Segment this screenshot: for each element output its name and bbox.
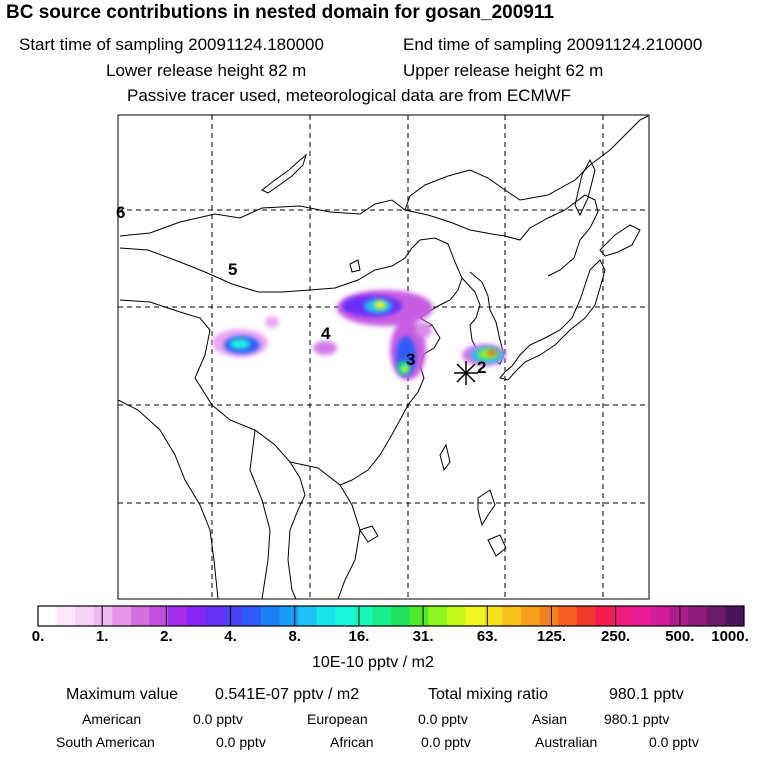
- region-value-australian: 0.0 pptv: [649, 734, 699, 750]
- region-value-south-american: 0.0 pptv: [216, 734, 266, 750]
- map-frame: [118, 115, 649, 599]
- colorbar-swatch: [521, 606, 540, 626]
- colorbar-tick-label: 125.: [536, 628, 567, 645]
- colorbar-swatch: [391, 606, 410, 626]
- colorbar-swatch: [131, 606, 150, 626]
- colorbar-swatch: [651, 606, 670, 626]
- tracer-info-label: Passive tracer used, meteorological data are from ECMWF: [127, 86, 572, 105]
- max-value-label: Maximum value: [66, 686, 179, 703]
- colorbar-swatch: [354, 606, 373, 626]
- upper-release-label: Upper release height 62 m: [403, 61, 604, 80]
- total-mixing-value: 980.1 pptv: [609, 686, 684, 703]
- colorbar-swatch: [428, 606, 447, 626]
- colorbar-swatch: [335, 606, 354, 626]
- colorbar-unit-label: 10E-10 pptv / m2: [312, 654, 434, 671]
- star-icon: [454, 361, 478, 385]
- colorbar-swatch: [261, 606, 280, 626]
- colorbar-swatch: [75, 606, 94, 626]
- lower-release-label: Lower release height 82 m: [106, 61, 307, 80]
- colorbar-tick-label: 1000.: [711, 628, 749, 645]
- colorbar-swatch: [670, 606, 689, 626]
- colorbar-tick-label: 0.: [31, 628, 45, 645]
- colorbar-swatch: [688, 606, 707, 626]
- colorbar-swatch: [540, 606, 559, 626]
- source-label-4: 4: [321, 324, 331, 343]
- colorbar-swatch: [224, 606, 243, 626]
- colorbar-swatch: [372, 606, 391, 626]
- colorbar-swatch: [57, 606, 76, 626]
- region-name-south-american: South American: [56, 734, 155, 750]
- colorbar-tick-label: 500.: [665, 628, 695, 645]
- region-value-asian: 980.1 pptv: [604, 711, 670, 727]
- colorbar-tick-label: 8.: [288, 628, 301, 645]
- region-name-american: American: [82, 711, 142, 727]
- region-value-american: 0.0 pptv: [193, 711, 243, 727]
- region-value-european: 0.0 pptv: [418, 711, 468, 727]
- colorbar-tick-label: 4.: [224, 628, 237, 645]
- max-value: 0.541E-07 pptv / m2: [215, 686, 360, 703]
- colorbar-swatch: [168, 606, 187, 626]
- colorbar-swatch: [633, 606, 652, 626]
- end-time-label: End time of sampling 20091124.210000: [403, 35, 703, 54]
- colorbar-tick-label: 63.: [476, 628, 498, 645]
- colorbar-tick-label: 31.: [412, 628, 434, 645]
- colorbar-swatch: [558, 606, 577, 626]
- colorbar-tick-label: 1.: [95, 628, 109, 645]
- start-time-label: Start time of sampling 20091124.180000: [19, 35, 324, 54]
- source-label-3: 3: [406, 350, 416, 369]
- region-value-african: 0.0 pptv: [421, 734, 471, 750]
- colorbar-tick-label: 250.: [601, 628, 631, 645]
- source-label-2: 2: [477, 358, 487, 377]
- colorbar-swatch: [205, 606, 224, 626]
- colorbar-swatch: [465, 606, 484, 626]
- colorbar-swatch: [112, 606, 131, 626]
- colorbar-tick-label: 16.: [348, 628, 370, 645]
- map-title: BC source contributions in nested domain for gosan_200911: [6, 2, 554, 23]
- colorbar-swatch: [242, 606, 261, 626]
- region-name-european: European: [307, 711, 368, 727]
- colorbar-swatch: [447, 606, 466, 626]
- region-name-african: African: [330, 734, 374, 750]
- colorbar: [38, 606, 744, 626]
- colorbar-swatch: [280, 606, 299, 626]
- colorbar-swatch: [577, 606, 596, 626]
- colorbar-swatch: [149, 606, 168, 626]
- region-name-asian: Asian: [532, 711, 568, 727]
- source-label-6: 6: [116, 203, 126, 222]
- colorbar-swatch: [38, 606, 57, 626]
- source-label-5: 5: [228, 260, 238, 279]
- colorbar-swatch: [502, 606, 521, 626]
- colorbar-swatch: [317, 606, 336, 626]
- colorbar-swatch: [94, 606, 113, 626]
- colorbar-tick-label: 2.: [160, 628, 173, 645]
- total-mixing-label: Total mixing ratio: [428, 686, 549, 703]
- colorbar-swatch: [410, 606, 429, 626]
- colorbar-swatch: [725, 606, 744, 626]
- colorbar-swatch: [484, 606, 503, 626]
- colorbar-swatch: [614, 606, 633, 626]
- colorbar-swatch: [187, 606, 206, 626]
- colorbar-swatch: [298, 606, 317, 626]
- colorbar-swatch: [595, 606, 614, 626]
- colorbar-swatch: [707, 606, 726, 626]
- region-name-australian: Australian: [535, 734, 598, 750]
